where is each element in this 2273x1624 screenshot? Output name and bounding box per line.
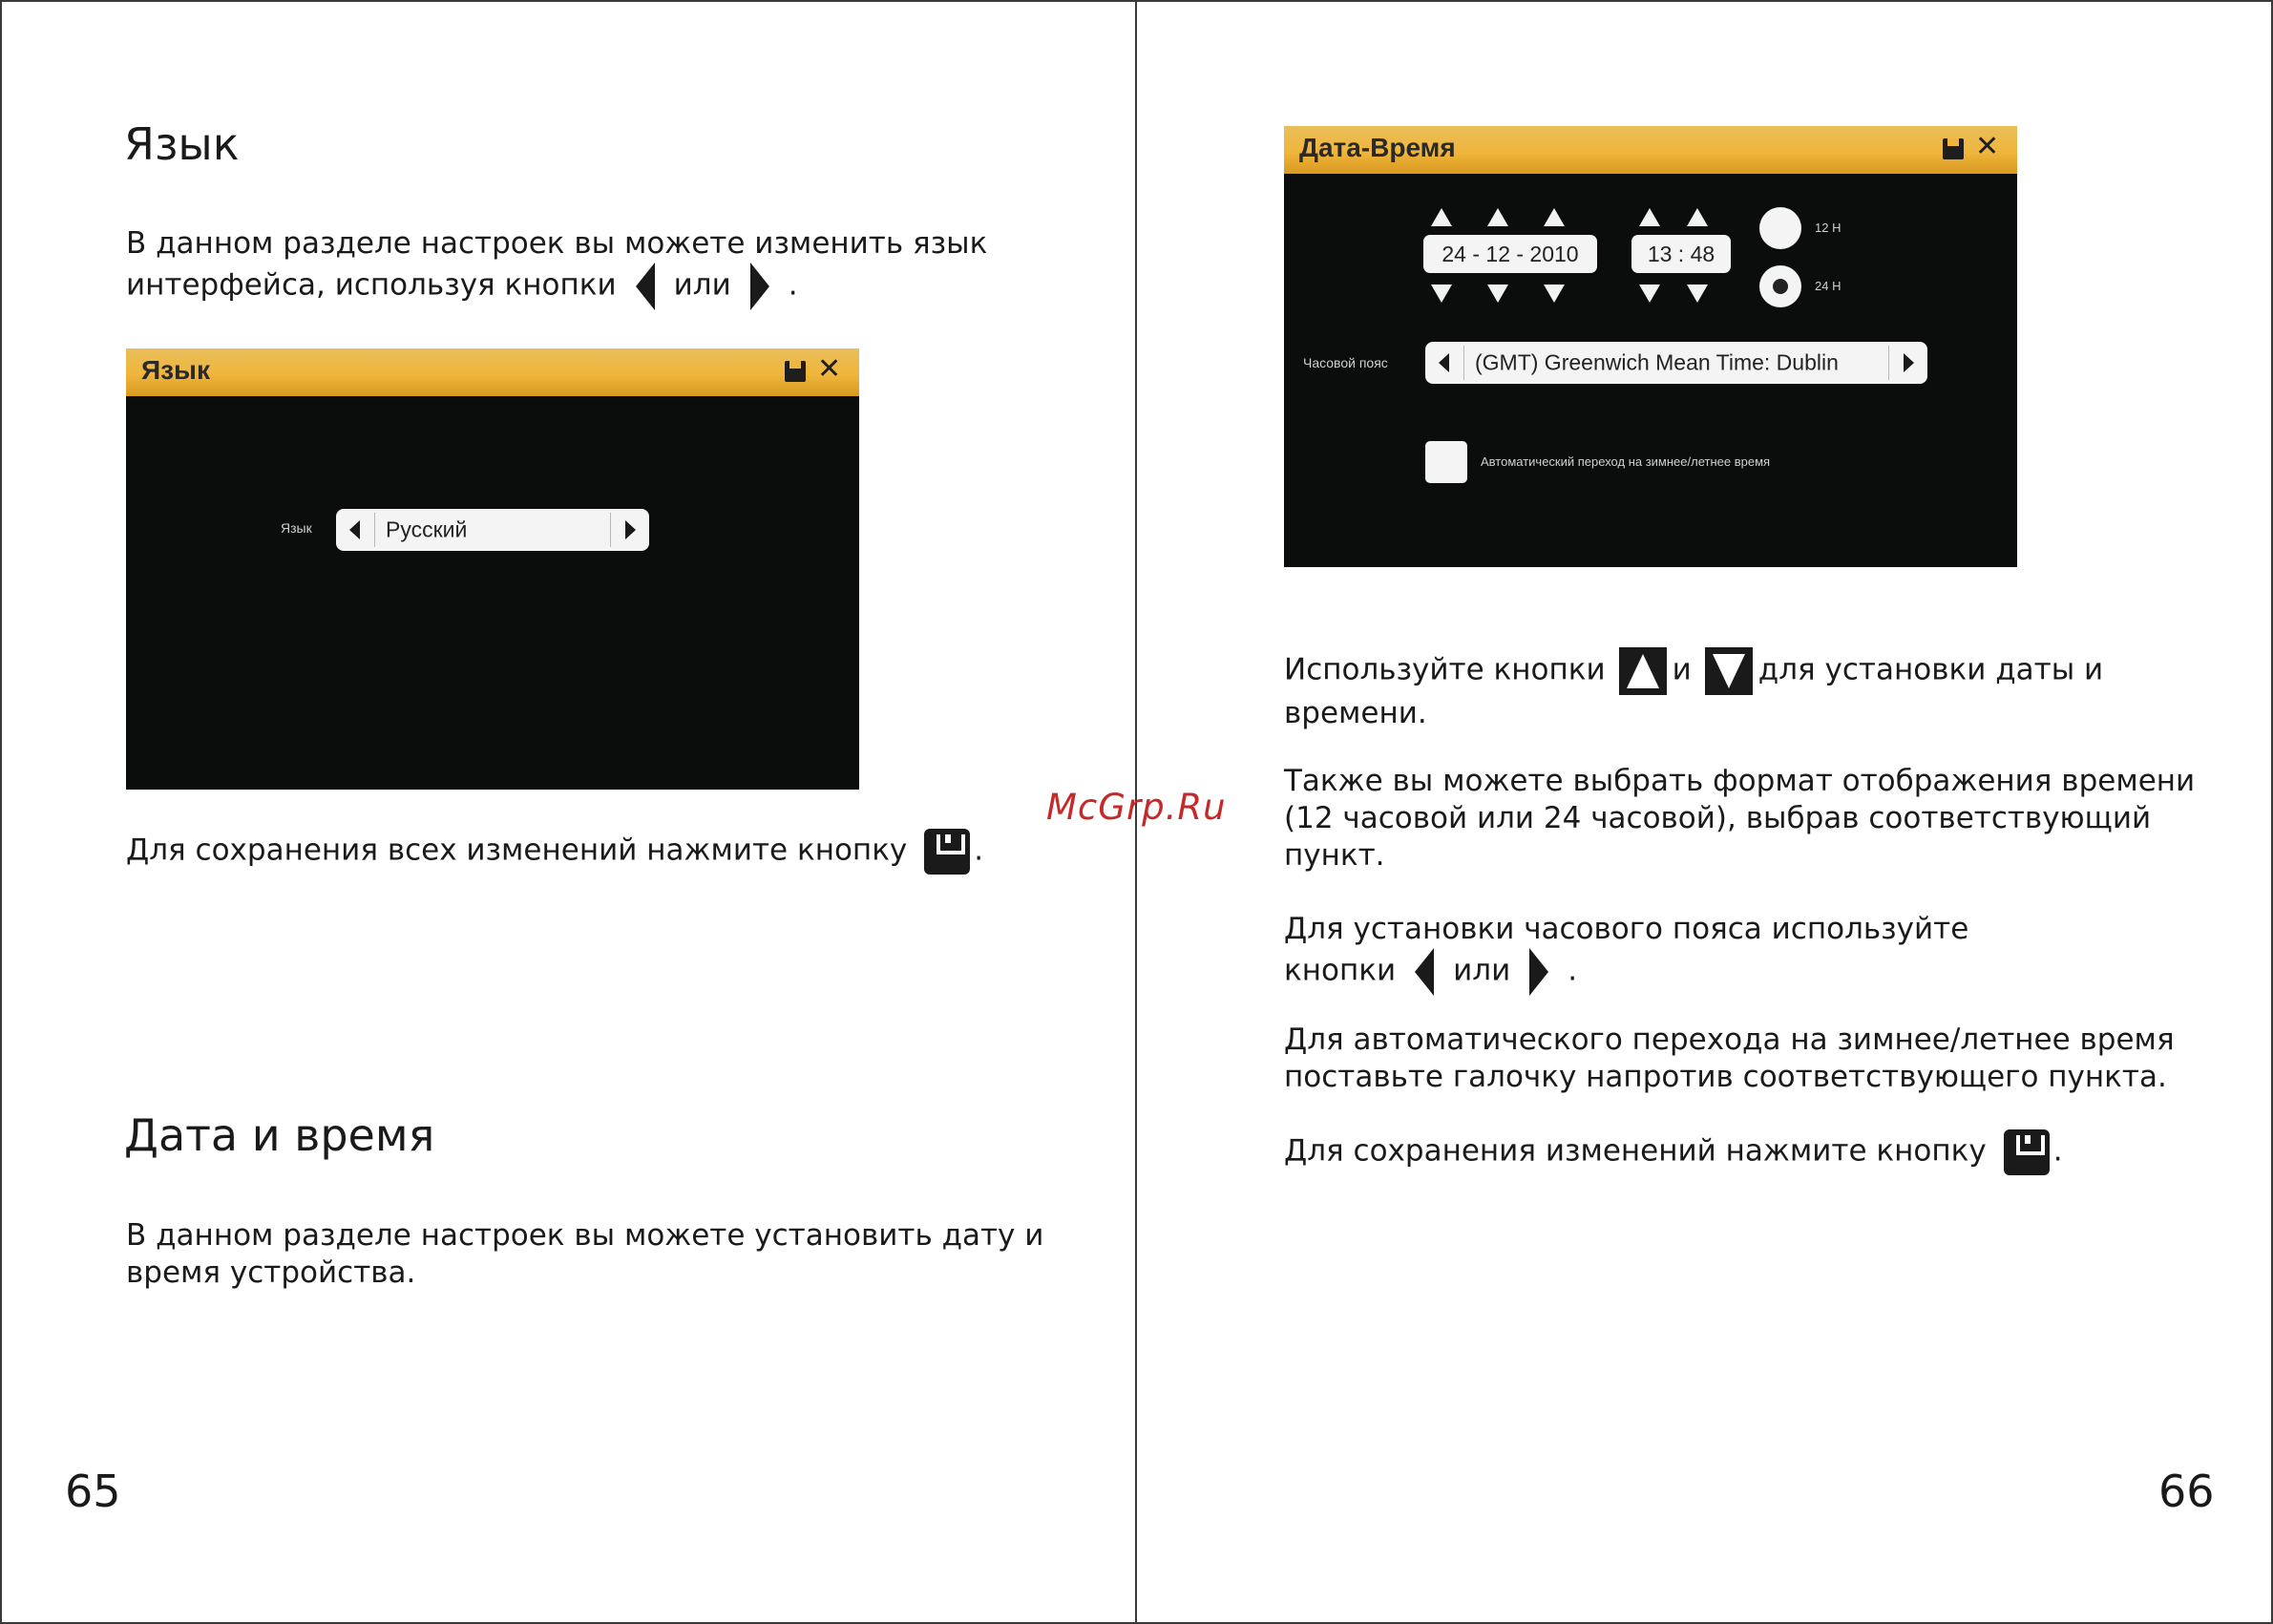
window-title-bar bbox=[126, 348, 859, 396]
instruction-buttons: Используйте кнопки и для установки даты и времени. bbox=[1284, 647, 2103, 732]
page-number: 65 bbox=[65, 1466, 121, 1517]
hour-up-arrow-icon[interactable] bbox=[1639, 208, 1660, 226]
minute-down-arrow-icon[interactable] bbox=[1687, 285, 1708, 303]
language-selector[interactable] bbox=[336, 509, 649, 551]
arrow-down-icon bbox=[1705, 647, 1753, 695]
language-intro: В данном разделе настроек вы можете изменить язык интерфейса, используя кнопки или . bbox=[126, 225, 987, 310]
close-icon[interactable]: ✕ bbox=[1975, 130, 2000, 163]
arrow-right-icon[interactable] bbox=[625, 520, 636, 539]
arrow-left-icon[interactable] bbox=[1439, 353, 1449, 372]
date-time-window-screenshot bbox=[1284, 126, 2017, 567]
language-field-label: Язык bbox=[281, 520, 312, 536]
date-time-intro: В данном разделе настроек вы можете установить дату и время устройства. bbox=[126, 1218, 1044, 1290]
minute-up-arrow-icon[interactable] bbox=[1687, 208, 1708, 226]
timezone-selector[interactable] bbox=[1425, 342, 1927, 384]
date-time-heading: Дата и время bbox=[124, 1109, 435, 1161]
year-up-arrow-icon[interactable] bbox=[1544, 208, 1565, 226]
radio-24h[interactable] bbox=[1759, 265, 1801, 307]
year-down-arrow-icon[interactable] bbox=[1544, 285, 1565, 303]
month-down-arrow-icon[interactable] bbox=[1487, 285, 1508, 303]
instruction-timezone: Для установки часового пояса используйте кнопки или . bbox=[1284, 911, 1968, 996]
radio-24h-label: 24 H bbox=[1815, 279, 1842, 293]
page-66 bbox=[1135, 0, 2273, 1624]
close-icon[interactable]: ✕ bbox=[817, 352, 842, 386]
window-title: Язык bbox=[141, 355, 210, 385]
day-up-arrow-icon[interactable] bbox=[1431, 208, 1452, 226]
arrow-left-icon bbox=[1415, 948, 1434, 996]
language-heading: Язык bbox=[124, 118, 240, 170]
arrow-right-icon[interactable] bbox=[1904, 353, 1914, 372]
arrow-up-icon bbox=[1619, 647, 1667, 695]
save-note: Для сохранения всех изменений нажмите кнопку . bbox=[126, 829, 983, 875]
arrow-right-icon bbox=[750, 263, 769, 310]
arrow-left-icon bbox=[636, 263, 655, 310]
arrow-right-icon bbox=[1529, 948, 1548, 996]
arrow-left-icon[interactable] bbox=[349, 520, 360, 539]
time-field[interactable]: 13 : 48 bbox=[1631, 235, 1731, 273]
dst-label: Автоматический переход на зимнее/летнее время bbox=[1481, 454, 1771, 469]
save-icon[interactable] bbox=[785, 361, 806, 382]
radio-12h[interactable] bbox=[1759, 207, 1801, 249]
instruction-dst: Для автоматического перехода на зимнее/летнее время поставьте галочку напротив соответствующего пункта. bbox=[1284, 1023, 2175, 1094]
radio-12h-label: 12 H bbox=[1815, 221, 1842, 235]
save-icon[interactable] bbox=[1943, 138, 1964, 159]
save-icon bbox=[924, 829, 970, 875]
language-value: Русский bbox=[386, 517, 468, 542]
timezone-label: Часовой пояс bbox=[1303, 355, 1388, 370]
window-title: Дата-Время bbox=[1299, 133, 1456, 162]
dst-checkbox[interactable] bbox=[1425, 441, 1467, 483]
save-icon bbox=[2004, 1129, 2050, 1175]
date-field[interactable]: 24 - 12 - 2010 bbox=[1423, 235, 1597, 273]
page-number: 66 bbox=[2158, 1466, 2215, 1517]
instruction-save: Для сохранения изменений нажмите кнопку . bbox=[1284, 1129, 2063, 1175]
window-title-bar bbox=[1284, 126, 2017, 174]
month-up-arrow-icon[interactable] bbox=[1487, 208, 1508, 226]
instruction-format: Также вы можете выбрать формат отображения времени (12 часовой или 24 часовой), выбрав соответствующий пункт. bbox=[1284, 764, 2196, 873]
day-down-arrow-icon[interactable] bbox=[1431, 285, 1452, 303]
timezone-value: (GMT) Greenwich Mean Time: Dublin bbox=[1475, 349, 1839, 375]
language-window-screenshot bbox=[126, 348, 859, 790]
hour-down-arrow-icon[interactable] bbox=[1639, 285, 1660, 303]
watermark: McGrp.Ru bbox=[1046, 787, 1227, 828]
